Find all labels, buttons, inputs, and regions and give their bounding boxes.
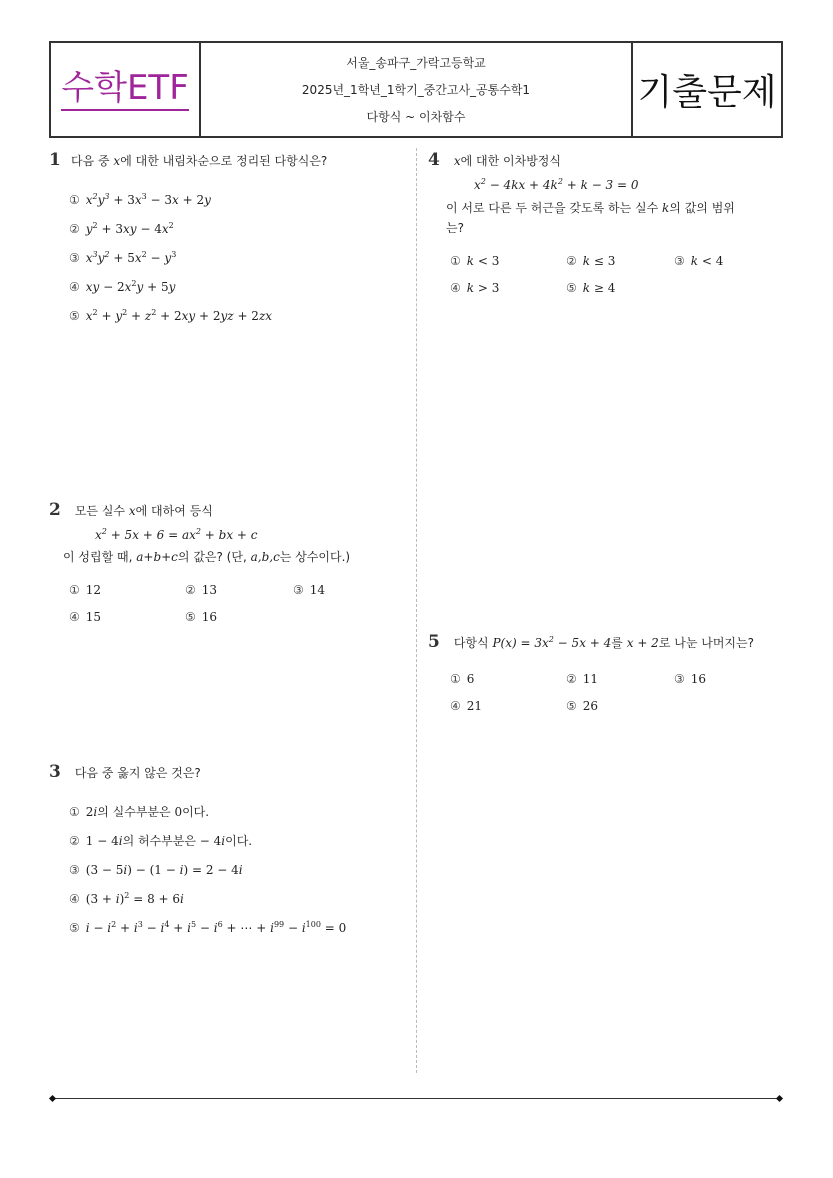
question-2-choices: [69, 583, 409, 624]
choice-mark: ①: [450, 672, 461, 686]
question-number: 5: [428, 632, 440, 652]
choice-4[interactable]: ④ k > 3: [450, 281, 500, 295]
question-4-line2: [446, 198, 778, 238]
choice-value: 16: [201, 610, 218, 624]
choice-4[interactable]: [69, 610, 185, 624]
choice-mark: ①: [450, 254, 461, 268]
math-expr: a+b+c: [136, 550, 178, 564]
school-name: 서울_송파구_가락고등학교: [346, 56, 486, 70]
math-var: x: [128, 504, 136, 518]
choice-4[interactable]: ④ xy − $2x^2y + 5y$: [69, 279, 176, 294]
question-2-line2: [63, 548, 409, 565]
choice-1[interactable]: [450, 672, 566, 686]
choice-mark: ①: [69, 805, 80, 819]
choice-value: 15: [85, 610, 102, 624]
choice-mark: ④: [69, 280, 80, 294]
equation: $x^2 - 4kx + 4k^2 + k - 3 = 0$: [474, 177, 639, 192]
choice-mark: ⑤: [185, 610, 196, 624]
choice-value: 26: [582, 699, 599, 713]
choice-1[interactable]: ① 2i의 실수부분은 0이다.: [69, 805, 210, 819]
math-var: x: [453, 154, 461, 168]
choice-5[interactable]: ⑤ $x^2 + y^2 + z^2 + 2xy + 2yz + 2zx$: [69, 308, 273, 323]
topic-range: 다항식 ~ 이차함수: [366, 110, 466, 124]
choice-mark: ②: [185, 583, 196, 597]
choice-mark: ①: [69, 583, 80, 597]
choice-mark: ②: [69, 222, 80, 236]
badge-label: 기출문제: [637, 72, 777, 113]
math-var: x: [113, 154, 121, 168]
stem-text: 다음 중: [71, 154, 110, 168]
choice-4[interactable]: ④ $(3 + i)^2 = 8 + 6i$: [69, 891, 184, 906]
choice-value: 13: [201, 583, 218, 597]
exam-info: [201, 43, 633, 136]
exam-title: 2025년_1학년_1학기_중간고사_공통수학1: [301, 83, 531, 97]
choice-mark: ⑤: [566, 281, 577, 295]
choice-value: 6: [466, 672, 475, 686]
footer-rule: [53, 1098, 780, 1099]
question-3-stem: [49, 762, 409, 782]
choice-2[interactable]: ② $y^2 + 3xy - 4x^2$: [69, 221, 174, 236]
choice-3[interactable]: ③ $x^3y^2 + 5x^2 - y^3$: [69, 250, 177, 265]
choice-text: 이다.: [225, 834, 253, 848]
choice-value: 14: [309, 583, 326, 597]
choice-text: 이다.: [182, 805, 210, 819]
choice-mark: ②: [69, 834, 80, 848]
choice-2[interactable]: ② 1 − 4i의 허수부분은 − 4i이다.: [69, 834, 253, 848]
question-4: [428, 150, 778, 295]
stem-text: 를: [611, 636, 623, 650]
question-5: [428, 632, 778, 713]
equation: $x^2 + 5x + 6 = ax^2$ + bx + c: [95, 527, 258, 542]
brand-box: [51, 43, 201, 136]
question-2: [49, 500, 409, 624]
choice-value: 11: [582, 672, 599, 686]
choice-mark: ③: [69, 251, 80, 265]
choice-5[interactable]: [185, 610, 293, 624]
stem-text: 는?: [446, 221, 464, 235]
brand-logo: 수학ETF: [61, 69, 189, 111]
question-number: 4: [428, 150, 440, 170]
choice-mark: ②: [566, 254, 577, 268]
choice-2[interactable]: [185, 583, 293, 597]
choice-3[interactable]: [293, 583, 393, 597]
stem-text: 에 대한 이차방정식: [460, 154, 561, 168]
math-expr: a,b,c: [250, 550, 280, 564]
choice-2[interactable]: [566, 672, 674, 686]
choice-value: 16: [690, 672, 707, 686]
choice-3[interactable]: ③ (3 − 5i) − (1 − i) = 2 − 4i: [69, 863, 243, 877]
diamond-left-icon: [49, 1095, 56, 1102]
choice-mark: ⑤: [69, 921, 80, 935]
choice-mark: ⑤: [69, 309, 80, 323]
question-number: 1: [49, 150, 61, 170]
choice-mark: ③: [674, 672, 685, 686]
question-1-stem: [49, 150, 409, 170]
stem-text: 에 대하여 등식: [135, 504, 213, 518]
choice-value: 12: [85, 583, 102, 597]
choice-mark: ④: [69, 892, 80, 906]
stem-text: 이 서로 다른 두 허근을 갖도록 하는 실수: [446, 201, 659, 215]
choice-mark: ④: [450, 699, 461, 713]
question-3: [49, 762, 409, 949]
choice-3[interactable]: [674, 672, 774, 686]
stem-text: 이 성립할 때,: [63, 550, 133, 564]
column-divider: [416, 148, 417, 1073]
math-var: k: [662, 201, 670, 215]
question-number: 2: [49, 500, 61, 520]
choice-5[interactable]: ⑤ k ≥ 4: [566, 281, 616, 295]
choice-1[interactable]: ① $x^2y^3 + 3x^3 - 3x + 2y$: [69, 192, 211, 207]
question-4-choices: [450, 254, 778, 295]
choice-3[interactable]: ③ k < 4: [674, 254, 724, 268]
question-3-choices: [69, 804, 409, 949]
choice-value: 21: [466, 699, 483, 713]
stem-text: 에 대한 내림차순으로 정리된 다항식은?: [120, 154, 328, 168]
choice-mark: ④: [450, 281, 461, 295]
diamond-right-icon: [776, 1095, 783, 1102]
question-1: [49, 150, 409, 337]
choice-4[interactable]: [450, 699, 566, 713]
choice-mark: ③: [674, 254, 685, 268]
choice-1[interactable]: ① k < 3: [450, 254, 500, 268]
choice-5[interactable]: ⑤ $i - i^2 + i^3 - i^4 + i^5 - i^6$ + ⋯ + $i^{99} - i^{100} = 0$: [69, 920, 347, 935]
question-5-stem: 5 다항식 $P(x) = 3x^2 - 5x + 4$ 를 x + 2 로 나눈 나머지는?: [428, 632, 754, 652]
choice-text: 의 허수부분은: [122, 834, 196, 848]
question-5-choices: [450, 672, 778, 713]
stem-text: 의 값은? (단,: [177, 550, 247, 564]
choice-mark: ⑤: [566, 699, 577, 713]
choice-2[interactable]: ② k ≤ 3: [566, 254, 616, 268]
question-4-stem: [428, 150, 778, 170]
stem-text: 모든 실수: [74, 504, 126, 518]
question-number: 3: [49, 762, 61, 782]
stem-text: 다음 중 옳지 않은 것은?: [74, 766, 201, 780]
stem-text: 다항식: [453, 636, 489, 650]
stem-text: 의 값의 범위: [669, 201, 735, 215]
choice-text: 의 실수부분은: [97, 805, 171, 819]
choice-mark: ②: [566, 672, 577, 686]
stem-text: 로 나눈 나머지는?: [658, 636, 754, 650]
exam-header: [49, 41, 783, 138]
choice-mark: ①: [69, 193, 80, 207]
choice-mark: ③: [293, 583, 304, 597]
choice-1[interactable]: [69, 583, 185, 597]
choice-5[interactable]: [566, 699, 674, 713]
choice-mark: ④: [69, 610, 80, 624]
stem-text: 는 상수이다.): [279, 550, 351, 564]
question-1-choices: [69, 192, 409, 337]
choice-mark: ③: [69, 863, 80, 877]
question-2-stem: [49, 500, 409, 520]
